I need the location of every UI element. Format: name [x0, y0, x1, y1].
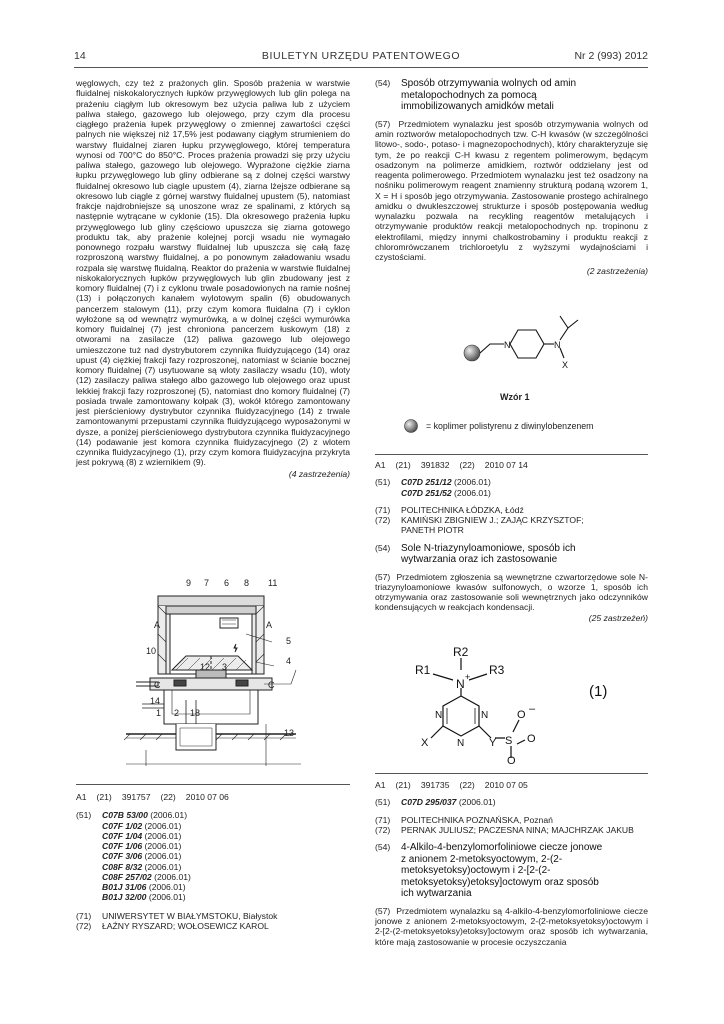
page-header: [74, 50, 648, 66]
application-number: 391735: [420, 780, 450, 790]
ipc-item: C07F 1/02 (2006.01): [102, 820, 182, 831]
polymer-bead-icon: [464, 345, 480, 361]
fig-label-18: 18: [190, 708, 201, 718]
title-row: (54) 4-Alkilo-4-benzylomorfoliniowe ciecze jonowe z anionem 2-metoksyoctowym, 2-(2-metoksyetoksy)octowym i 2-[2-(2-metoksyetoksy)etoksy]octowym oraz sposób ich wytwarzania: [375, 842, 648, 900]
application-number: 391832: [420, 460, 450, 470]
ipc-item: C08F 257/02 (2006.01): [102, 871, 191, 882]
amine-nitrogen: N: [554, 340, 561, 350]
entry-title: Sole N-triazynyloamoniowe, sposób ich wytwarzania oraz ich zastosowanie: [401, 542, 576, 566]
claims-count: (2 zastrzeżenia): [586, 266, 648, 277]
ipc-item: C07F 1/04 (2006.01): [102, 830, 182, 841]
r3-label: R3: [489, 663, 505, 677]
ipc-item: C07F 1/06 (2006.01): [102, 841, 182, 851]
left-entry-separator: [76, 784, 350, 785]
application-number: 391757: [121, 792, 151, 802]
fig-label-9: 9: [186, 578, 192, 588]
y-label: Y: [489, 737, 497, 749]
ipc-item: B01J 31/06 (2006.01): [102, 882, 186, 892]
inventors: ŁAŹNY RYSZARD; WOŁOSEWICZ KAROL: [102, 920, 269, 931]
header-rule: [74, 67, 648, 68]
ipc-item: C07D 251/12 (2006.01): [401, 477, 491, 488]
ipc-list: [102, 810, 191, 902]
abstract: (57) Przedmiotem zgłoszenia są wewnętrzne czwartorzędowe sole N-triazynyloamoniowe kwasów sulfonowych, o wzorze 1, sposób ich otrzymywania oraz zastosowanie soli wewnętrznych jako odczynników kondensujących w reakcjach kondensacji.: [375, 571, 648, 613]
claims-count: (4 zastrzeżenia): [288, 468, 350, 479]
fig-label-A-right: A: [266, 620, 273, 630]
fig-label-6: 6: [224, 578, 230, 588]
fig-label-7: 7: [204, 578, 210, 588]
entry-391832: [375, 460, 648, 623]
legend-bead-icon: [403, 418, 419, 434]
entry-number-line: A1 (21) 391832 (22) 2010 07 14: [375, 460, 528, 470]
title-row: (54) Sposób otrzymywania wolnych od amin metalopochodnych za pomocą immobilizowanych amidków metali: [375, 78, 648, 113]
sulfur-label: S: [505, 735, 513, 747]
fig-label-10: 10: [146, 646, 157, 656]
fig-label-5: 5: [286, 636, 292, 646]
structure-bonds: [480, 316, 578, 358]
journal-title: BIULETYN URZĘDU PATENTOWEGO: [261, 50, 461, 62]
applicant: UNIWERSYTET W BIAŁYMSTOKU, Białystok: [102, 910, 278, 921]
inventors-row: (72) KAMIŃSKI ZBIGNIEW J.; ZAJĄC KRZYSZTOF; PANETH PIOTR: [375, 515, 648, 536]
ipc-item: B01J 32/00 (2006.01): [102, 892, 186, 903]
fig-label-3: 3: [222, 662, 228, 672]
filing-date: 2010 07 06: [185, 792, 229, 802]
applicant: POLITECHNIKA POZNAŃSKA, Poznań: [401, 814, 553, 825]
entry-title: Sposób otrzymywania wolnych od amin metalopochodnych za pomocą immobilizowanych amidków metali: [401, 78, 577, 113]
ring-n1: N: [435, 710, 443, 721]
fig-label-2: 2: [174, 708, 180, 718]
inventors: PERNAK JULIUSZ; PACZESNA NINA; MAJCHRZAK JAKUB: [401, 824, 634, 835]
applicant-row: (71) POLITECHNIKA ŁÓDZKA, Łódź: [375, 504, 524, 515]
entry-separator: [375, 454, 648, 455]
ipc-list: [401, 477, 491, 498]
entry-391757: [76, 792, 350, 931]
formula-number: (1): [589, 683, 608, 700]
oxygen-2: O: [527, 733, 536, 745]
code-21: (21): [96, 792, 112, 802]
minus-charge: –: [529, 703, 536, 715]
fig-label-C-left: C: [154, 680, 161, 690]
ipc-item: C07F 3/06 (2006.01): [102, 851, 182, 862]
ipc-item: C07B 53/00 (2006.01): [102, 810, 188, 821]
ipc-block: [76, 810, 350, 902]
formula-label: Wzór 1: [500, 392, 530, 402]
entry-title: 4-Alkilo-4-benzylomorfoliniowe ciecze jonowe z anionem 2-metoksyoctowym, 2-(2-metoksyetoksy)octowym i 2-[2-(2-metoksyetoksy)etoksy]octowym oraz sposób ich wytwarzania: [401, 842, 603, 900]
oxygen-3: O: [507, 755, 516, 765]
claims-count: (25 zastrzeżeń): [588, 612, 648, 623]
ipc-block: (51) C07D 295/037 (2006.01): [375, 797, 496, 808]
oxygen-1: O: [517, 709, 526, 721]
fig-label-C-right: C: [268, 680, 275, 690]
r1-label: R1: [415, 663, 431, 677]
fig-label-4: 4: [286, 656, 292, 666]
inventors: KAMIŃSKI ZBIGNIEW J.; ZAJĄC KRZYSZTOF; PANETH PIOTR: [401, 515, 584, 536]
fig-label-A-left: A: [154, 620, 161, 630]
plus-charge: +: [465, 672, 471, 682]
kind-code: A1: [76, 792, 87, 802]
ammonium-n: N: [456, 677, 465, 691]
fig-label-14: 14: [150, 696, 161, 706]
ipc-item: C08F 8/32 (2006.01): [102, 861, 182, 872]
ring-nitrogen: N: [504, 340, 511, 350]
applicant-row: (71) POLITECHNIKA POZNAŃSKA, Poznań: [375, 814, 553, 825]
legend-text: = koplimer polistyrenu z diwinylobenzenem: [426, 421, 594, 431]
inventors-row: (72) ŁAŹNY RYSZARD; WOŁOSEWICZ KAROL: [76, 920, 269, 931]
substituent-x: X: [562, 360, 569, 370]
entry-number-line: [76, 792, 350, 802]
abstract: (57) Przedmiotem wynalazku są 4-alkilo-4-benzylomorfoliniowe ciecze jonowe z anionem 2-metoksyoctowym, 2-(2-metoksyetoksy)octowym i 2-[2-(2-metoksyetoksy)etoksy]octowym oraz sposób ich wytwarzania, które mają zastosowanie w procesie oczyszczania: [375, 905, 648, 947]
entry-number-line: A1 (21) 391735 (22) 2010 07 05: [375, 780, 528, 790]
x-label: X: [421, 737, 429, 749]
page-number: 14: [74, 50, 86, 62]
entry-391735: [375, 780, 648, 947]
ring-n3: N: [457, 738, 465, 749]
fig-label-12: 12: [200, 662, 211, 672]
fig-label-8: 8: [244, 578, 250, 588]
title-row: (54) Sole N-triazynyloamoniowe, sposób ich wytwarzania oraz ich zastosowanie: [375, 543, 648, 566]
formula-triazinyl-structure: [405, 640, 645, 765]
issue-number: Nr 2 (993) 2012: [574, 50, 648, 62]
filing-date: 2010 07 05: [484, 780, 528, 790]
code-51: (51): [76, 810, 92, 821]
fig-label-11: 11: [268, 578, 278, 588]
applicant-row: (71) UNIWERSYTET W BIAŁYMSTOKU, Białystok: [76, 910, 278, 921]
reactor-figure: [116, 574, 306, 774]
filing-date: 2010 07 14: [484, 460, 528, 470]
r2-label: R2: [453, 645, 469, 659]
ipc-item: C07D 251/52 (2006.01): [401, 487, 491, 498]
ring-n2: N: [481, 710, 489, 721]
ipc-block: (51) C07D 251/12 (2006.01) C07D 251/52 (2006.01): [375, 477, 491, 498]
code-22: (22): [160, 792, 176, 802]
fig-label-1: 1: [156, 708, 162, 718]
entry-separator: [375, 773, 648, 774]
fig-label-13: 13: [284, 728, 295, 738]
inventors-row: (72) PERNAK JULIUSZ; PACZESNA NINA; MAJCHRZAK JAKUB: [375, 824, 634, 835]
ipc-item: C07D 295/037 (2006.01): [401, 797, 496, 808]
applicant: POLITECHNIKA ŁÓDZKA, Łódź: [401, 504, 524, 515]
left-column: [76, 78, 350, 479]
formula-1-structure: [460, 300, 610, 380]
abstract: (57) Przedmiotem wynalazku jest sposób otrzymywania wolnych od amin roztworów metalopochodnych tzw. C-H kwasów (w szczególności litowo-, sodo-, potaso- i magnezopochodnych), który charakteryzuje się tym, że po reakcji C-H kwasu z regentem polimerowym, będącym osadzonym na polimerze amidkiem, roztwór oddzielany jest od reagenta polimerowego. Przedmiotem wynalazku jest też osadzony na nośniku polimerowym reagent znamienny strukturą podaną wzorem 1, X = H i sposób jego otrzymywania. Zastosowanie prostego achiralnego amidku o dwukleszczowej strukturze i sposób postępowania według wynalazku pozwala na recykling reagentów metalujących i otrzymywanie produktów reakcji metalopochodnych np. tropinonu z elektrofilami, między innymi chalkostrobaminy i produktu reakcji z chloromrówczanem trichloroetylu z wyższymi wydajnościami i czystościami.: [375, 118, 648, 263]
entry-amides: [375, 78, 648, 277]
abstract-continued: węglowych, czy też z prażonych glin. Sposób prażenia w warstwie fluidalnej niskokalorycznych łupków przywęglowych lub glin polega na prażeniu ciągłym lub okresowym bez użycia paliwa lub z użyciem paliwa stałego, gazowego lub olejowego, przy czym dla procesu ciągłego prażenia łupek przywęglowy o zmiennej zawartości części palnych nie większej niż 17,5% jest podawany ciągłym strumieniem do warstwy fluidalnej ziaren łupku przywęglowego, której temperatura wynosi od 700°C do 850°C. Proces prażenia prowadzi się przy użyciu paliwa stałego, gazowego lub olejowego. Wyprażone ciężkie ziarna łupku przywęglowego lub gliny odbierane są z dolnej części warstwy fluidalnej okresowo lub ciągle upustem (4), ziarna lżejsze odbierane są okresowo lub ciągle z górnej warstwy fluidalnej upustem (5), natomiast frakcje najdrobniejsze są unoszone wraz ze spalinami, z których są następnie wytrącane w cyklonie (15). Dla okresowego prażenia łupku przywęglowego lub gliny częściowo upuszcza się ziarna gotowego produktu tak, aby prażenie kolejnej porcji wsadu nie wymagało ponownego rozpału warstwy fluidalnej lub upuszcza się całą fazę rozproszoną warstwy fluidalnej, a po ponownym załadowaniu wsadu rozpala się warstwę fluidalną. Reaktor do prażenia w warstwie fluidalnej niskokalorycznych łupków przywęglowych lub glin zbudowany jest z komory fluidalnej (7) i z cyklonu trwale posadowionych na ramie nośnej (13) i połączonych kanałem wylotowym spalin (6) obudowanych pancerzem stalowym (11), przy czym komora fluidalna (7) i cyklon wyłożone są od wewnątrz wymurówką, a w dolnej części wymurówka komory fluidalnej (7) jest chroniona pancerzem łuskowym (18) z otworami na zasilacze (12) paliwa gazowego lub olejowego umieszczone tuż nad dystrybutorem czynnika fluidyzującego (14) oraz upust (4) ciężkiej frakcji fazy rozproszonej, natomiast w ścianie bocznej komory fluidalnej (7) usytuowane są wloty zasilaczy wsadu (10), wloty (12) zasilaczy paliwa stałego albo gazowego lub olejowego oraz upust lekkiej frakcji fazy rozproszonej (5), natomiast dno komory fluidalnej (7) posiada trwale zamontowany kołpak (3), wokół którego zamontowany jest pierścieniowy dystrybutor czynnika fluidyzacyjnego (14) z trwale zamontowanymi przepustami czynnika fluidyzującego wyposażonymi w dysze, a poniżej pierścieniowego dystrybutora czynnika fluidyzacyjnego (14) podawanie jest komora czynnika fluidyzacyjnego (2) z wlotem czynnika fluidyzacyjnego (1), przy czym komora fluidyzacyjna przykryta jest pokrywą (8) z wziernikiem (9).: [76, 78, 350, 468]
